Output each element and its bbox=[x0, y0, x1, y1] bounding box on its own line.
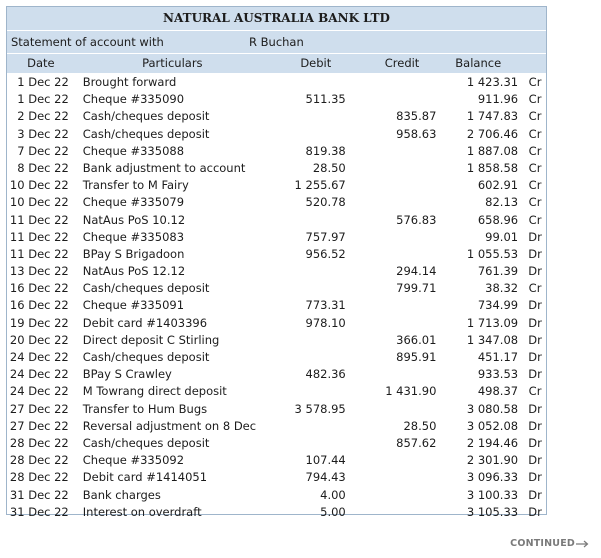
row-date: 11 Dec 22 bbox=[9, 229, 69, 244]
row-balance: 933.53 bbox=[477, 367, 519, 382]
table-row bbox=[7, 246, 546, 263]
table-row bbox=[7, 108, 546, 125]
row-date: 13 Dec 22 bbox=[9, 264, 69, 279]
row-date: 20 Dec 22 bbox=[9, 332, 69, 347]
row-date: 24 Dec 22 bbox=[9, 367, 69, 382]
table-row bbox=[7, 126, 546, 143]
row-credit: 294.14 bbox=[396, 264, 437, 279]
row-date: 10 Dec 22 bbox=[9, 178, 69, 193]
row-debit: 773.31 bbox=[305, 298, 346, 313]
row-debit: 107.44 bbox=[305, 453, 346, 468]
header-date: Date bbox=[27, 56, 55, 70]
header-particulars: Particulars bbox=[142, 56, 203, 70]
row-debit: 28.50 bbox=[312, 160, 346, 175]
row-debit bbox=[270, 280, 346, 297]
row-balance: 3 096.33 bbox=[466, 470, 519, 485]
row-balance: 3 105.33 bbox=[466, 504, 519, 519]
row-crdr: Cr bbox=[528, 281, 542, 296]
row-debit bbox=[270, 435, 346, 452]
row-debit: 4.00 bbox=[320, 487, 346, 502]
row-credit: 958.63 bbox=[396, 126, 437, 141]
row-particulars: Cheque #335083 bbox=[82, 229, 185, 244]
row-particulars: Cash/cheques deposit bbox=[82, 435, 210, 450]
row-balance: 1 713.09 bbox=[466, 315, 519, 330]
table-row bbox=[7, 212, 546, 229]
row-date: 2 Dec 22 bbox=[17, 109, 69, 124]
table-row bbox=[7, 74, 546, 91]
account-holder: R Buchan bbox=[249, 35, 304, 49]
row-crdr: Cr bbox=[528, 143, 542, 158]
row-crdr: Dr bbox=[528, 298, 542, 313]
table-row bbox=[7, 487, 546, 504]
row-credit: 576.83 bbox=[396, 212, 437, 227]
row-date: 7 Dec 22 bbox=[17, 143, 69, 158]
row-debit bbox=[270, 349, 346, 366]
row-balance: 451.17 bbox=[477, 350, 519, 364]
table-row bbox=[7, 280, 546, 297]
row-debit: 482.36 bbox=[305, 367, 346, 382]
row-credit bbox=[346, 194, 437, 211]
row-credit bbox=[346, 469, 437, 486]
row-balance: 99.01 bbox=[485, 229, 519, 244]
row-credit bbox=[346, 143, 437, 160]
row-balance: 1 858.58 bbox=[466, 160, 519, 175]
row-debit bbox=[270, 126, 346, 143]
row-date: 8 Dec 22 bbox=[17, 160, 69, 175]
row-particulars: Cash/cheques deposit bbox=[82, 126, 210, 141]
row-particulars: BPay S Crawley bbox=[82, 367, 172, 382]
row-date: 28 Dec 22 bbox=[9, 453, 69, 468]
row-crdr: Dr bbox=[528, 332, 542, 347]
row-balance: 734.99 bbox=[477, 298, 519, 313]
row-debit: 794.43 bbox=[305, 470, 346, 485]
row-crdr: Dr bbox=[528, 264, 542, 279]
table-row bbox=[7, 297, 546, 314]
column-headers bbox=[7, 54, 546, 73]
row-credit bbox=[346, 91, 437, 108]
row-crdr: Dr bbox=[528, 246, 542, 261]
row-debit bbox=[270, 212, 346, 229]
row-debit bbox=[270, 108, 346, 125]
arrow-right-icon bbox=[576, 540, 589, 548]
row-date: 3 Dec 22 bbox=[17, 126, 69, 141]
table-row bbox=[7, 401, 546, 418]
row-particulars: Bank adjustment to account bbox=[82, 160, 246, 175]
row-debit bbox=[270, 332, 346, 349]
row-debit bbox=[270, 418, 346, 435]
row-debit: 757.97 bbox=[305, 229, 346, 244]
row-crdr: Dr bbox=[528, 504, 542, 519]
row-balance: 761.39 bbox=[477, 264, 519, 279]
row-particulars: Debit card #1414051 bbox=[82, 470, 208, 485]
row-credit bbox=[346, 315, 437, 332]
row-debit: 1 255.67 bbox=[294, 178, 346, 193]
row-crdr: Dr bbox=[528, 470, 542, 485]
row-particulars: Reversal adjustment on 8 Dec bbox=[82, 418, 257, 433]
row-date: 24 Dec 22 bbox=[9, 350, 69, 364]
row-balance: 3 080.58 bbox=[466, 401, 519, 416]
row-particulars: BPay S Brigadoon bbox=[82, 246, 185, 261]
row-crdr: Dr bbox=[528, 315, 542, 330]
table-row bbox=[7, 263, 546, 280]
row-date: 11 Dec 22 bbox=[9, 246, 69, 261]
row-crdr: Cr bbox=[528, 178, 542, 193]
row-credit bbox=[346, 246, 437, 263]
row-date: 19 Dec 22 bbox=[9, 315, 69, 330]
row-credit: 28.50 bbox=[403, 418, 437, 433]
header-credit: Credit bbox=[384, 56, 420, 70]
row-date: 31 Dec 22 bbox=[9, 504, 69, 519]
row-credit: 857.62 bbox=[396, 435, 437, 450]
row-balance: 498.37 bbox=[477, 384, 519, 399]
row-debit bbox=[270, 383, 346, 400]
continued-indicator bbox=[510, 538, 589, 549]
row-date: 16 Dec 22 bbox=[9, 298, 69, 313]
row-crdr: Cr bbox=[528, 212, 542, 227]
row-credit: 895.91 bbox=[396, 350, 437, 364]
row-particulars: Brought forward bbox=[82, 75, 177, 89]
row-date: 28 Dec 22 bbox=[9, 470, 69, 485]
row-crdr: Dr bbox=[528, 401, 542, 416]
table-row bbox=[7, 177, 546, 194]
row-date: 1 Dec 22 bbox=[17, 75, 69, 89]
row-crdr: Cr bbox=[528, 160, 542, 175]
row-credit bbox=[346, 504, 437, 521]
table-row bbox=[7, 366, 546, 383]
row-balance: 3 100.33 bbox=[466, 487, 519, 502]
row-balance: 3 052.08 bbox=[466, 418, 519, 433]
table-row bbox=[7, 469, 546, 486]
row-crdr: Dr bbox=[528, 487, 542, 502]
header-crdr bbox=[518, 54, 546, 73]
row-particulars: Cash/cheques deposit bbox=[82, 281, 210, 296]
row-debit bbox=[270, 263, 346, 280]
row-credit bbox=[346, 366, 437, 383]
row-particulars: Transfer to M Fairy bbox=[82, 178, 189, 193]
table-row bbox=[7, 315, 546, 332]
row-particulars: Debit card #1403396 bbox=[82, 315, 208, 330]
table-row bbox=[7, 435, 546, 452]
row-balance: 2 301.90 bbox=[466, 453, 519, 468]
row-debit: 956.52 bbox=[305, 246, 346, 261]
row-balance: 1 423.31 bbox=[466, 75, 519, 89]
row-crdr: Cr bbox=[528, 75, 542, 89]
row-date: 10 Dec 22 bbox=[9, 195, 69, 210]
row-balance: 1 055.53 bbox=[466, 246, 519, 261]
row-particulars: M Towrang direct deposit bbox=[82, 384, 227, 399]
row-date: 16 Dec 22 bbox=[9, 281, 69, 296]
table-row bbox=[7, 349, 546, 366]
table-row bbox=[7, 91, 546, 108]
row-credit bbox=[346, 229, 437, 246]
row-crdr: Dr bbox=[528, 418, 542, 433]
header-debit: Debit bbox=[300, 56, 332, 70]
table-row bbox=[7, 504, 546, 521]
transaction-list bbox=[7, 73, 546, 521]
row-debit: 5.00 bbox=[320, 504, 346, 519]
header-balance: Balance bbox=[455, 56, 502, 70]
row-credit bbox=[346, 452, 437, 469]
row-particulars: NatAus PoS 10.12 bbox=[82, 212, 186, 227]
row-balance: 658.96 bbox=[477, 212, 519, 227]
row-particulars: Cheque #335091 bbox=[82, 298, 185, 313]
table-row bbox=[7, 143, 546, 160]
row-credit bbox=[346, 74, 437, 91]
row-credit bbox=[346, 487, 437, 504]
row-particulars: Cash/cheques deposit bbox=[82, 109, 210, 124]
row-credit bbox=[346, 177, 437, 194]
table-row bbox=[7, 229, 546, 246]
statement-label: Statement of account with bbox=[11, 35, 164, 49]
row-debit: 3 578.95 bbox=[294, 401, 346, 416]
row-balance: 1 887.08 bbox=[466, 143, 519, 158]
row-balance: 602.91 bbox=[477, 178, 519, 193]
row-particulars: Cheque #335092 bbox=[82, 453, 185, 468]
row-particulars: Cheque #335079 bbox=[82, 195, 185, 210]
row-debit: 819.38 bbox=[305, 143, 346, 158]
row-balance: 82.13 bbox=[485, 195, 519, 210]
row-particulars: Interest on overdraft bbox=[82, 504, 202, 519]
row-date: 27 Dec 22 bbox=[9, 418, 69, 433]
row-crdr: Dr bbox=[528, 350, 542, 364]
row-crdr: Cr bbox=[528, 92, 542, 107]
row-particulars: Bank charges bbox=[82, 487, 161, 502]
row-debit: 511.35 bbox=[305, 92, 346, 107]
row-balance: 911.96 bbox=[477, 92, 519, 107]
row-credit bbox=[346, 401, 437, 418]
row-credit bbox=[346, 297, 437, 314]
row-date: 27 Dec 22 bbox=[9, 401, 69, 416]
row-date: 11 Dec 22 bbox=[9, 212, 69, 227]
row-crdr: Dr bbox=[528, 367, 542, 382]
table-row bbox=[7, 452, 546, 469]
table-row bbox=[7, 194, 546, 211]
table-row bbox=[7, 418, 546, 435]
row-particulars: Cash/cheques deposit bbox=[82, 350, 210, 364]
row-credit: 1 431.90 bbox=[385, 384, 437, 399]
row-date: 1 Dec 22 bbox=[17, 92, 69, 107]
row-date: 31 Dec 22 bbox=[9, 487, 69, 502]
row-credit bbox=[346, 160, 437, 177]
row-particulars: Transfer to Hum Bugs bbox=[82, 401, 208, 416]
row-balance: 1 347.08 bbox=[466, 332, 519, 347]
table-row bbox=[7, 160, 546, 177]
row-credit: 835.87 bbox=[396, 109, 437, 124]
row-crdr: Dr bbox=[528, 435, 542, 450]
row-date: 24 Dec 22 bbox=[9, 384, 69, 399]
table-row bbox=[7, 383, 546, 400]
row-crdr: Cr bbox=[528, 109, 542, 124]
row-balance: 2 706.46 bbox=[466, 126, 519, 141]
row-particulars: Direct deposit C Stirling bbox=[82, 332, 220, 347]
bank-statement bbox=[6, 6, 547, 519]
row-balance: 2 194.46 bbox=[466, 435, 519, 450]
row-crdr: Dr bbox=[528, 229, 542, 244]
row-crdr: Cr bbox=[528, 126, 542, 141]
row-balance: 1 747.83 bbox=[466, 109, 519, 124]
row-crdr: Cr bbox=[528, 195, 542, 210]
row-crdr: Dr bbox=[528, 453, 542, 468]
bank-name: NATURAL AUSTRALIA BANK LTD bbox=[7, 7, 546, 31]
row-debit: 978.10 bbox=[305, 315, 346, 330]
continued-label: CONTINUED bbox=[510, 538, 575, 549]
row-date: 28 Dec 22 bbox=[9, 435, 69, 450]
row-particulars: Cheque #335088 bbox=[82, 143, 185, 158]
row-credit: 366.01 bbox=[396, 332, 437, 347]
row-credit: 799.71 bbox=[396, 281, 437, 296]
row-debit: 520.78 bbox=[305, 195, 346, 210]
table-row bbox=[7, 332, 546, 349]
row-debit bbox=[270, 74, 346, 91]
statement-header bbox=[7, 31, 546, 54]
row-crdr: Cr bbox=[528, 384, 542, 399]
row-balance: 38.32 bbox=[485, 281, 519, 296]
row-particulars: Cheque #335090 bbox=[82, 92, 185, 107]
row-particulars: NatAus PoS 12.12 bbox=[82, 264, 186, 279]
